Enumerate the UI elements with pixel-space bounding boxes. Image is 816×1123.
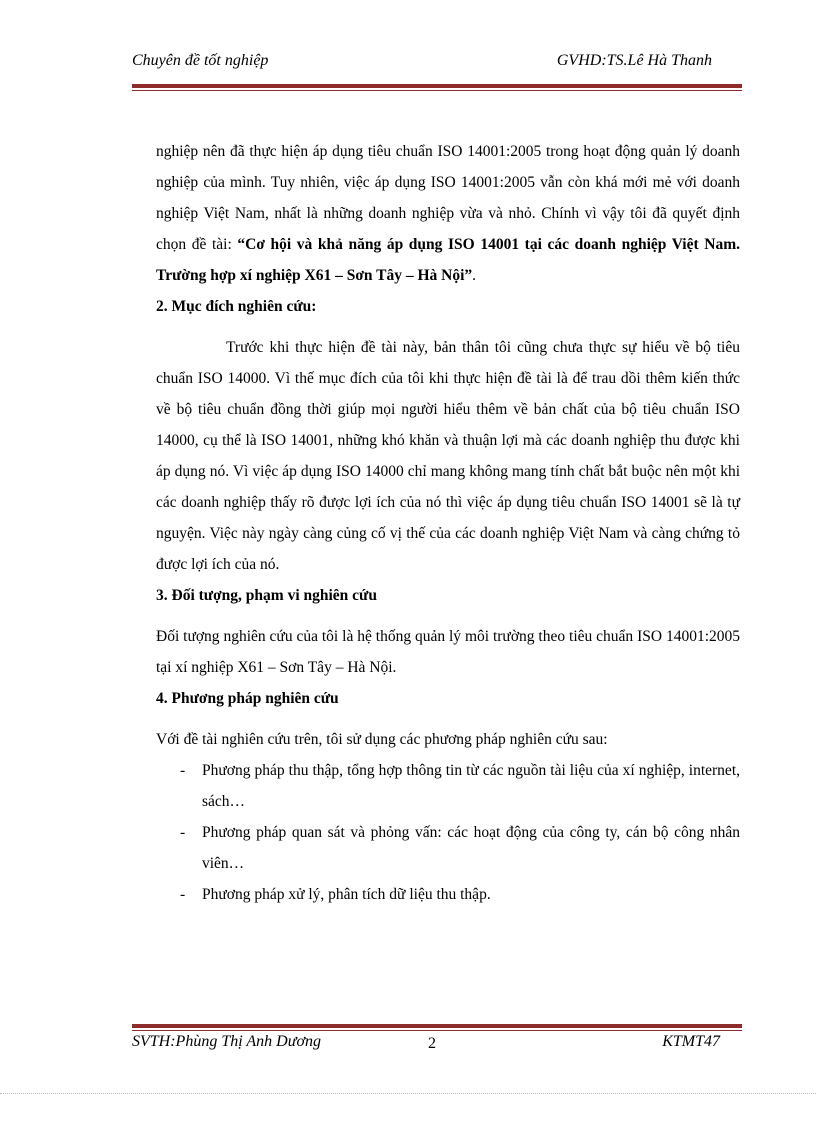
intro-text: nghiệp nên đã thực hiện áp dụng tiêu chuẩn ISO 14001:2005 trong hoạt động quản lý doanh nghiệp của mình. Tuy nhiên, việc áp dụng ISO 14001:2005 vẫn còn khá mới mẻ với doanh nghiệp Việt Nam, nhất là những doanh nghiệp vừa và nhỏ. Chính vì vậy tôi đã quyết định chọn đề tài: [156, 143, 740, 253]
list-item [156, 817, 740, 879]
footer-student: SVTH:Phùng Thị Anh Dương [132, 1033, 321, 1050]
bullet-dash: - [180, 824, 186, 841]
list-item-text: Phương pháp thu thập, tổng hợp thông tin từ các nguồn tài liệu của xí nghiệp, internet, sách… [202, 762, 740, 810]
header-rule-thin [132, 90, 742, 91]
section-heading-methods: 4. Phương pháp nghiên cứu [156, 690, 339, 707]
section-paragraph-methods: Với đề tài nghiên cứu trên, tôi sử dụng các phương pháp nghiên cứu sau: [156, 731, 608, 748]
list-item [156, 879, 740, 910]
section-heading-scope: 3. Đối tượng, phạm vi nghiên cứu [156, 587, 377, 604]
header-supervisor: GVHD:TS.Lê Hà Thanh [556, 52, 712, 69]
page-number: 2 [428, 1035, 436, 1052]
list-item [156, 755, 740, 817]
header-rule-thick [132, 84, 742, 88]
page-footer [132, 1033, 742, 1059]
bullet-dash: - [180, 762, 186, 779]
methods-list [156, 755, 740, 910]
section-paragraph-purpose: Trước khi thực hiện đề tài này, bản thân tôi cũng chưa thực sự hiểu về bộ tiêu chuẩn ISO 14000. Vì thế mục đích của tôi khi thực hiện đề tài là để trau dồi thêm kiến thức về bộ tiêu chuẩn đồng thời giúp mọi người hiểu thêm về bản chất của bộ tiêu chuẩn ISO 14000, cụ thể là ISO 14001, những khó khăn và thuận lợi mà các doanh nghiệp thu được khi áp dụng nó. Vì việc áp dụng ISO 14000 chỉ mang không mang tính chất bắt buộc nên một khi các doanh nghiệp thấy rõ được lợi ích của nó thì việc áp dụng tiêu chuẩn ISO 14001 sẽ là tự nguyện. Việc này ngày càng củng cố vị thế của các doanh nghiệp Việt Nam và càng chứng tỏ được lợi ích của nó. [156, 339, 740, 573]
list-item-text: Phương pháp xử lý, phân tích dữ liệu thu thập. [202, 886, 491, 903]
section-paragraph-scope: Đối tượng nghiên cứu của tôi là hệ thống quản lý môi trường theo tiêu chuẩn ISO 14001:2005 tại xí nghiệp X61 – Sơn Tây – Hà Nội. [156, 628, 740, 676]
intro-paragraph [156, 136, 740, 291]
footer-rule-thick [132, 1024, 742, 1028]
page-header [132, 50, 742, 76]
bullet-dash: - [180, 886, 186, 903]
page-body [156, 136, 740, 910]
page-edge-divider [0, 1093, 816, 1094]
footer-rule-thin [132, 1030, 742, 1031]
list-item-text: Phương pháp quan sát và phỏng vấn: các hoạt động của công ty, cán bộ công nhân viên… [202, 824, 740, 872]
thesis-title: “Cơ hội và khả năng áp dụng ISO 14001 tại các doanh nghiệp Việt Nam. Trường hợp xí nghiệp X61 – Sơn Tây – Hà Nội” [156, 236, 740, 284]
footer-class-code: KTMT47 [662, 1033, 720, 1050]
header-course-title: Chuyên đề tốt nghiệp [132, 52, 269, 69]
intro-end: . [472, 267, 477, 284]
section-heading-purpose: 2. Mục đích nghiên cứu: [156, 298, 317, 315]
